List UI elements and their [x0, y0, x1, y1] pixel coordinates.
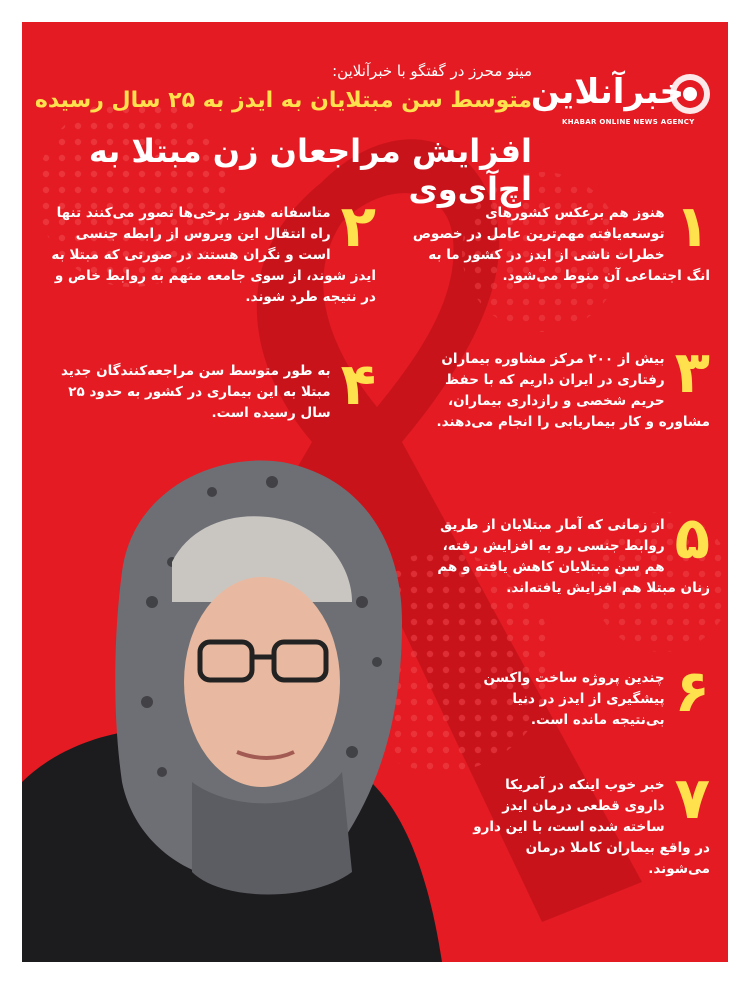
point-1 [410, 192, 710, 286]
point-text: از زمانی که آمار مبتلایان از طریق روابط جنسی رو به افزایش رفته، هم سن مبتلایان کاهش یافته و هم زنان مبتلا هم افزایش یافته‌اند. [437, 517, 710, 596]
point-number: ۳ [674, 338, 710, 406]
logo-wordmark: خبرآنلاین [530, 72, 684, 112]
point-text: متاسفانه هنوز برخی‌ها تصور می‌کنند تنها راه انتقال این ویروس از رابطه جنسی است و نگران هستند در صورتی که مبتلا به ایدز شوند، از سوی جامعه متهم به روابط خاص و در نتیجه طرد شوند. [51, 205, 376, 305]
page-title: افزایش مراجعان زن مبتلا به اچ‌آی‌وی [88, 132, 532, 208]
point-number: ۴ [340, 350, 376, 418]
kicker-line: متوسط سن مبتلایان به ایدز به ۲۵ سال رسیده [34, 88, 532, 113]
point-number: ۶ [674, 657, 710, 725]
point-3 [422, 338, 710, 432]
point-5 [422, 504, 710, 598]
point-number: ۵ [674, 504, 710, 572]
logo-tagline: KHABAR ONLINE NEWS AGENCY [562, 118, 695, 126]
point-text: خبر خوب اینکه در آمریکا داروی قطعی درمان ایدز ساخته شده است، با این دارو در واقع بیماران کاملا درمان می‌شوند. [473, 777, 710, 877]
point-text: هنوز هم برعکس کشورهای توسعه‌یافته مهم‌ترین عامل در خصوص خطرات ناشی از ایدز در کشور ما به انگ اجتماعی آن منوط می‌شود. [412, 205, 710, 284]
khabaronline-logo [530, 62, 712, 152]
point-4 [46, 350, 376, 423]
point-2 [46, 192, 376, 307]
portrait-photo [22, 452, 442, 962]
point-6 [462, 657, 710, 730]
point-text: به طور متوسط سن مراجعه‌کنندگان جدید مبتلا به این بیماری در کشور به حدود ۲۵ سال رسیده است. [60, 363, 331, 421]
interview-subtitle: مینو محرز در گفتگو با خبرآنلاین: [332, 62, 532, 80]
point-text: چندین پروژه ساخت واکسن پیشگیری از ایدز در دنیا بی‌نتیجه مانده است. [483, 670, 665, 728]
point-7 [462, 764, 710, 879]
point-number: ۷ [674, 764, 710, 832]
infographic-poster [22, 22, 728, 962]
point-number: ۲ [340, 192, 376, 260]
point-text: بیش از ۲۰۰ مرکز مشاوره بیماران رفتاری در ایران داریم که با حفظ حریم شخصی و رازداری بیماران، مشاوره و کار بیماریابی را انجام می‌دهند. [436, 351, 710, 430]
point-number: ۱ [674, 192, 710, 260]
